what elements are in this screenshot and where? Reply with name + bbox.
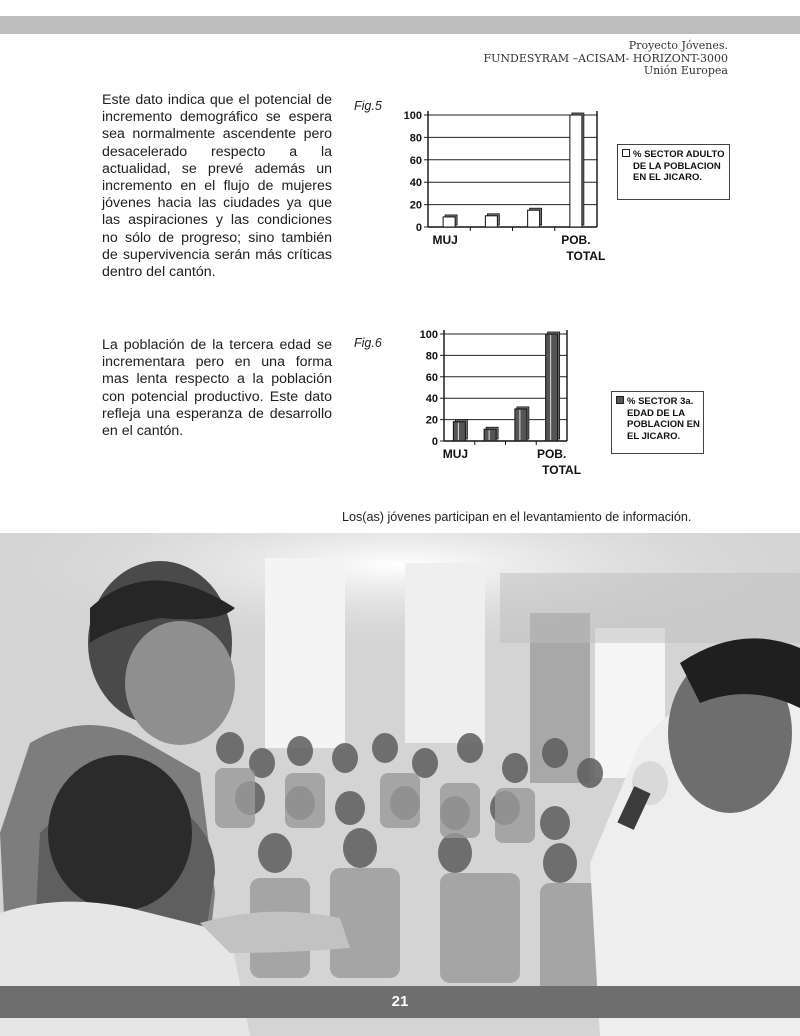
fig6-x-label-pob: POB. [536,447,567,461]
fig6-y-tick-label: 0 [431,436,438,448]
figure-6-legend [611,391,704,454]
fig5-y-tick-label: 20 [409,199,422,212]
fig5-x-label-pob: POB. [561,233,591,247]
fig5-legend-text: EN EL JICARO. [633,172,702,183]
header-project: Proyecto Jóvenes. [628,39,728,52]
fig6-legend-line [616,408,701,420]
group-photo-image [0,533,800,1036]
fig6-y-tick-label: 20 [425,414,438,427]
fig6-legend-text: EL JICARO. [627,430,681,442]
fig6-y-tick-label: 80 [425,350,438,363]
fig6-legend-line [616,396,701,408]
header-sponsor: Unión Europea [643,64,728,77]
fig5-legend-line [622,149,727,161]
fig5-y-tick-label: 100 [403,110,422,122]
fig5-legend-text: DE LA POBLACION [633,160,721,172]
fig5-legend-text: % SECTOR ADULTO [633,149,725,160]
fig6-x-label-total: TOTAL [542,463,582,477]
fig5-x-label-total: TOTAL [566,249,606,263]
fig6-legend-line [616,431,701,443]
fig5-y-tick-label: 80 [409,132,422,145]
fig6-bar [453,422,465,441]
fig6-x-label-muj: MUJ [442,447,469,461]
figure-5-label: Fig.5 [354,99,382,113]
figure-6-label: Fig.6 [354,336,382,350]
fig6-legend-text: POBLACION EN [627,419,700,430]
page-number: 21 [391,993,409,1010]
fig6-y-tick-label: 40 [425,393,438,406]
fig5-legend-swatch [622,149,630,157]
footer-bar [0,986,800,1018]
fig6-legend-line [616,419,701,431]
fig5-legend-line [622,161,727,173]
fig5-y-tick-label: 60 [409,154,422,167]
paragraph-elderly-population: La población de la tercera edad se incrementara pero en una forma mas lenta respecto a la población con potencial productivo. Este dato refleja una esperanza de desarrollo en el cantón. [102,337,332,440]
fig6-legend-text: EDAD DE LA [627,407,686,419]
fig6-bar [515,409,527,441]
fig6-y-tick-label: 100 [419,329,438,341]
fig5-x-label-muj: MUJ [432,233,458,247]
fig6-bar [484,429,496,441]
fig5-y-tick-label: 0 [415,222,422,234]
fig5-legend-line [622,172,727,184]
fig6-y-tick-label: 60 [425,371,438,384]
figure-5-legend [617,144,730,200]
photo-caption: Los(as) jóvenes participan en el levantamiento de información. [342,510,692,524]
fig6-legend-swatch [616,396,624,404]
fig6-bar [546,334,558,441]
paragraph-demographic-growth: Este dato indica que el potencial de incremento demográfico se espera sea normalmente ascendente pero desacelerado respecto a la actualidad, se prevé además un incremento en el flujo de mujeres jóvenes hacia las ciudades ya que las aspiraciones y las condiciones no sólo de progreso; sino también de supervivencia serán más críticas dentro del cantón. [102,92,332,281]
fig6-legend-text: % SECTOR 3a. [627,396,694,407]
fig5-y-tick-label: 40 [409,177,422,190]
header-organizations: FUNDESYRAM –ACISAM- HORIZONT-3000 [483,51,728,65]
group-photo [0,533,800,1036]
